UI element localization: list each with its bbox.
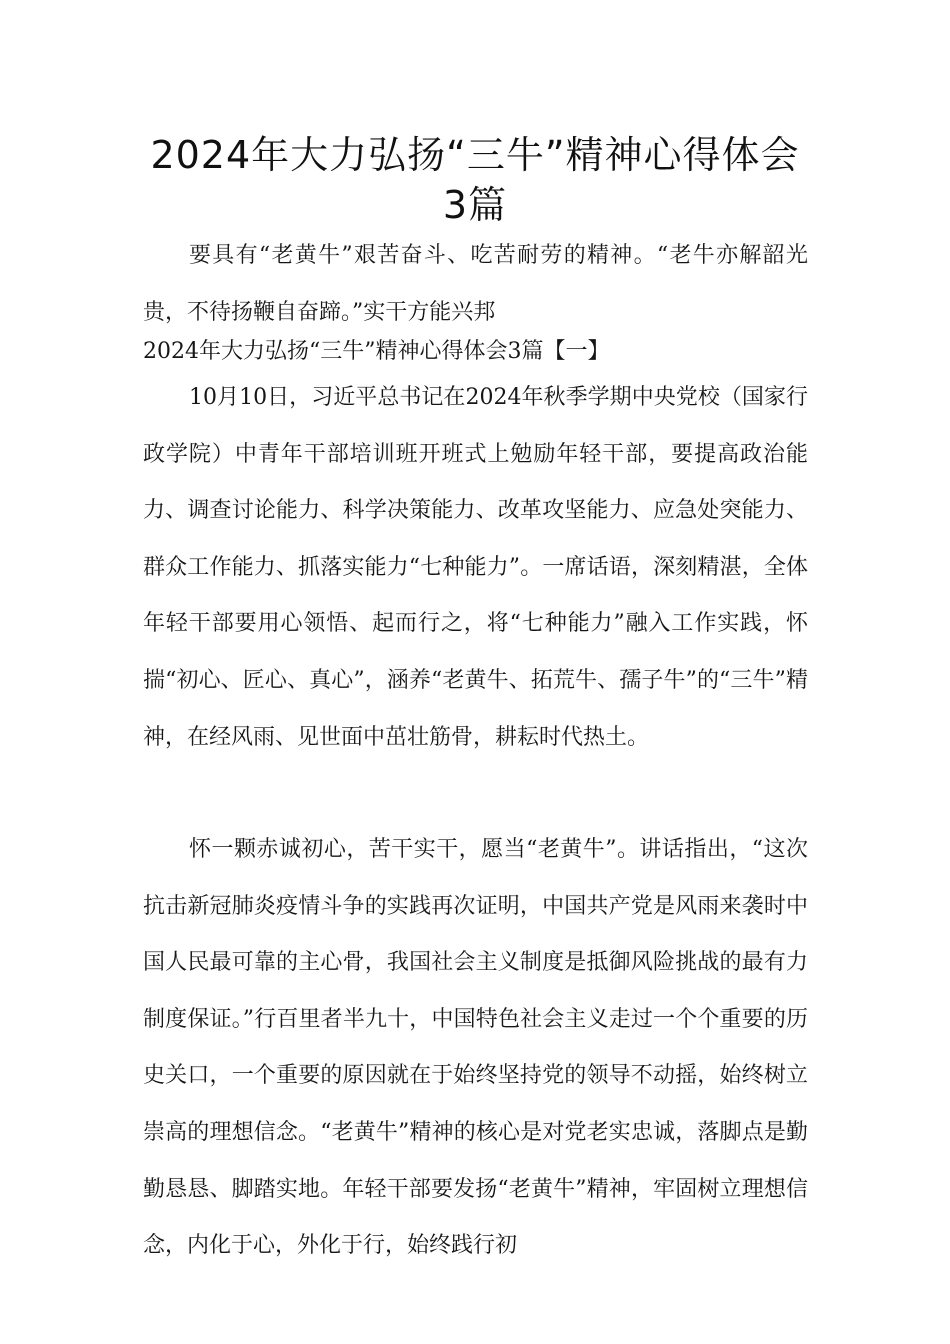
document-title-line1: 2024年大力弘扬“三牛”精神心得体会 <box>150 133 800 177</box>
body-paragraph-1: 10月10日，习近平总书记在2024年秋季学期中央党校（国家行政学院）中青年干部培训班开班式上勉励年轻干部，要提高政治能力、调查讨论能力、科学决策能力、改革攻坚能力、应急处突能力、群众工作能力、抓落实能力“七种能力”。一席话语，深刻精湛，全体年轻干部要用心领悟、起而行之，将“七种能力”融入工作实践，怀揣“初心、匠心、真心”，涵养“老黄牛、拓荒牛、孺子牛”的“三牛”精神，在经风雨、见世面中茁壮筋骨，耕耘时代热土。 <box>143 385 808 750</box>
intro-paragraph: 要具有“老黄牛”艰苦奋斗、吃苦耐劳的精神。“老牛亦解韶光贵，不待扬鞭自奋蹄。”实干方能兴邦 <box>143 243 808 325</box>
document-title-line2: 3篇 <box>442 183 508 227</box>
body-paragraph-2: 怀一颗赤诚初心，苦干实干，愿当“老黄牛”。讲话指出，“这次抗击新冠肺炎疫情斗争的实践再次证明，中国共产党是风雨来袭时中国人民最可靠的主心骨，我国社会主义制度是抵御风险挑战的最有力制度保证。”行百里者半九十，中国特色社会主义走过一个个重要的历史关口，一个重要的原因就在于始终坚持党的领导不动摇，始终树立崇高的理想信念。“老黄牛”精神的核心是对党老实忠诚，落脚点是勤勤恳恳、脚踏实地。年轻干部要发扬“老黄牛”精神，牢固树立理想信念，内化于心，外化于行，始终践行初 <box>143 837 808 1259</box>
section-subtitle: 2024年大力弘扬“三牛”精神心得体会3篇【一】 <box>143 339 610 364</box>
